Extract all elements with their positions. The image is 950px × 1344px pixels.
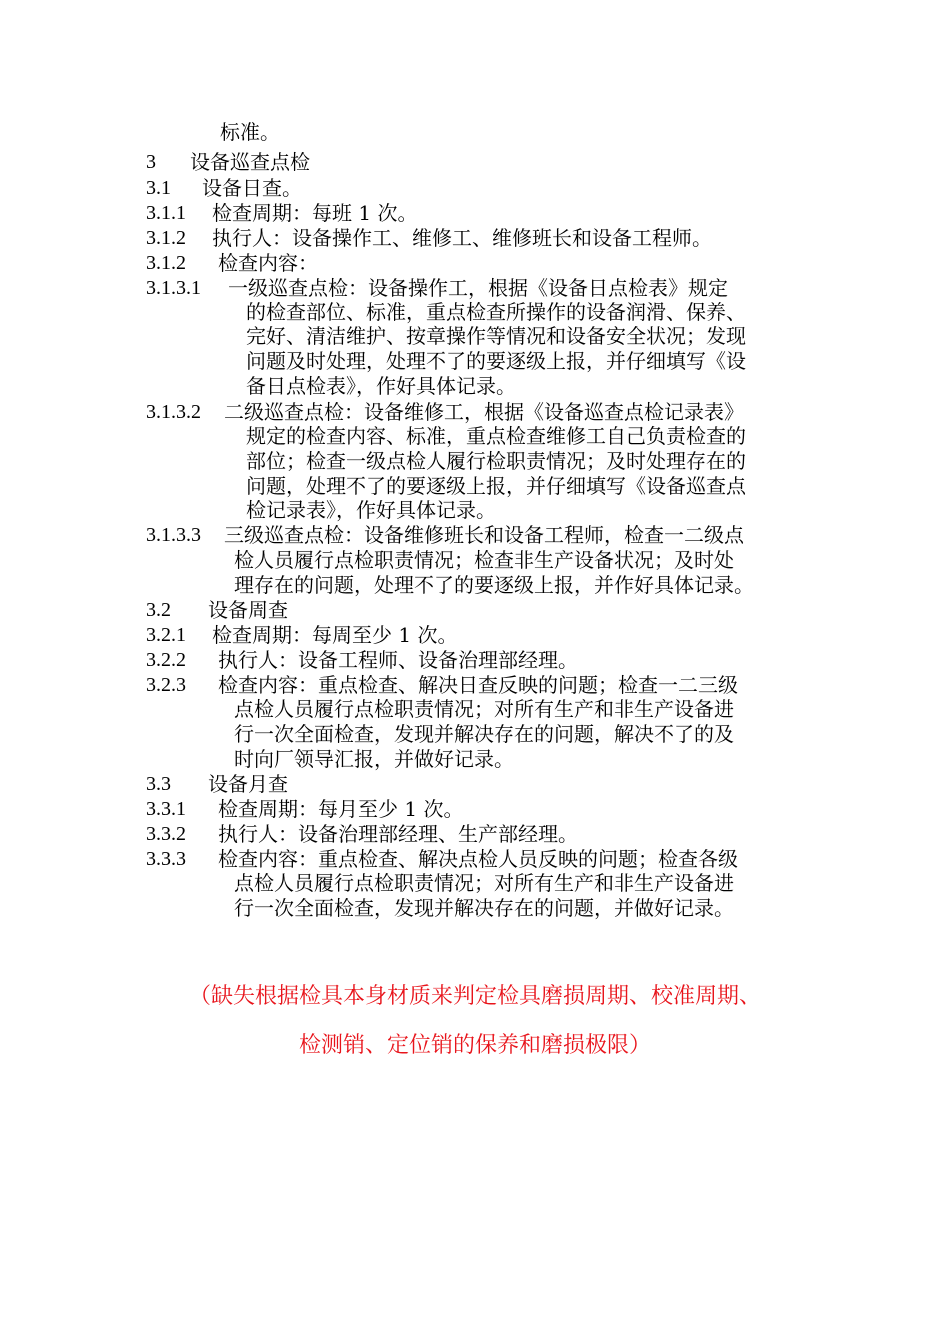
section-number: 3.2	[146, 599, 171, 621]
line-text: 时向厂领导汇报，并做好记录。	[234, 747, 514, 771]
line-text: 行一次全面检查，发现并解决存在的问题，并做好记录。	[234, 896, 734, 920]
clause-number: 3.2.2	[146, 649, 186, 671]
line-text: 完好、清洁维护、按章操作等情况和设备安全状况；发现	[246, 324, 746, 348]
clause-number: 3.1.2	[146, 252, 186, 274]
section-number: 3.3	[146, 773, 171, 795]
clause-text: 检查内容：重点检查、解决点检人员反映的问题；检查各级	[218, 847, 738, 871]
section-title: 设备周查	[208, 598, 288, 622]
line-text: 备日点检表》，作好具体记录。	[246, 374, 516, 398]
clause-number: 3.2.1	[146, 624, 186, 646]
section-number: 3	[146, 151, 156, 173]
clause-number: 3.2.3	[146, 674, 186, 696]
clause-number: 3.3.2	[146, 823, 186, 845]
line-text: 点检人员履行点检职责情况；对所有生产和非生产设备进	[234, 871, 734, 895]
section-number: 3.1	[146, 177, 171, 199]
clause-number: 3.3.3	[146, 848, 186, 870]
line-text: 检人员履行点检职责情况；检查非生产设备状况；及时处	[234, 548, 734, 572]
clause-text: 检查内容：	[218, 251, 318, 275]
line-text: 理存在的问题，处理不了的要逐级上报，并作好具体记录。	[234, 573, 754, 597]
clause-text: 执行人：设备治理部经理、生产部经理。	[218, 822, 578, 846]
section-title: 设备日查。	[202, 176, 302, 200]
clause-number: 3.1.3.1	[146, 277, 201, 299]
clause-number: 3.1.2	[146, 227, 186, 249]
line-text: 行一次全面检查，发现并解决存在的问题，解决不了的及	[234, 722, 734, 746]
clause-text: 执行人：设备工程师、设备治理部经理。	[218, 648, 578, 672]
clause-text: 一级巡查点检：设备操作工，根据《设备日点检表》规定	[228, 276, 728, 300]
line-text: 部位；检查一级点检人履行检职责情况；及时处理存在的	[246, 449, 746, 473]
line-text: 的检查部位、标准，重点检查所操作的设备润滑、保养、	[246, 300, 746, 324]
section-title: 设备月查	[208, 772, 288, 796]
clause-number: 3.1.1	[146, 202, 186, 224]
clause-text: 检查周期：每班 1 次。	[212, 201, 418, 225]
clause-text: 执行人：设备操作工、维修工、维修班长和设备工程师。	[212, 226, 712, 250]
line-text: 检记录表》，作好具体记录。	[246, 498, 496, 522]
clause-text: 检查内容：重点检查、解决日查反映的问题；检查一二三级	[218, 673, 738, 697]
clause-text: 检查周期：每周至少 1 次。	[212, 623, 458, 647]
missing-note-line-2: 检测销、定位销的保养和磨损极限）	[298, 1033, 651, 1058]
line-text: 问题及时处理，处理不了的要逐级上报，并仔细填写《设	[246, 349, 746, 373]
clause-number: 3.1.3.2	[146, 401, 201, 423]
line-text: 问题，处理不了的要逐级上报，并仔细填写《设备巡查点	[246, 474, 746, 498]
clause-number: 3.3.1	[146, 798, 186, 820]
line-text: 点检人员履行点检职责情况；对所有生产和非生产设备进	[234, 697, 734, 721]
clause-text: 三级巡查点检：设备维修班长和设备工程师，检查一二级点	[224, 523, 744, 547]
clause-number: 3.1.3.3	[146, 524, 201, 546]
line-text: 规定的检查内容、标准，重点检查维修工自己负责检查的	[246, 424, 746, 448]
missing-note-line-1: （缺失根据检具本身材质来判定检具磨损周期、校准周期、	[188, 984, 761, 1009]
section-title: 设备巡查点检	[190, 150, 310, 174]
clause-text: 二级巡查点检：设备维修工，根据《设备巡查点检记录表》	[224, 400, 744, 424]
line-text: 标准。	[220, 120, 280, 144]
clause-text: 检查周期：每月至少 1 次。	[218, 797, 464, 821]
